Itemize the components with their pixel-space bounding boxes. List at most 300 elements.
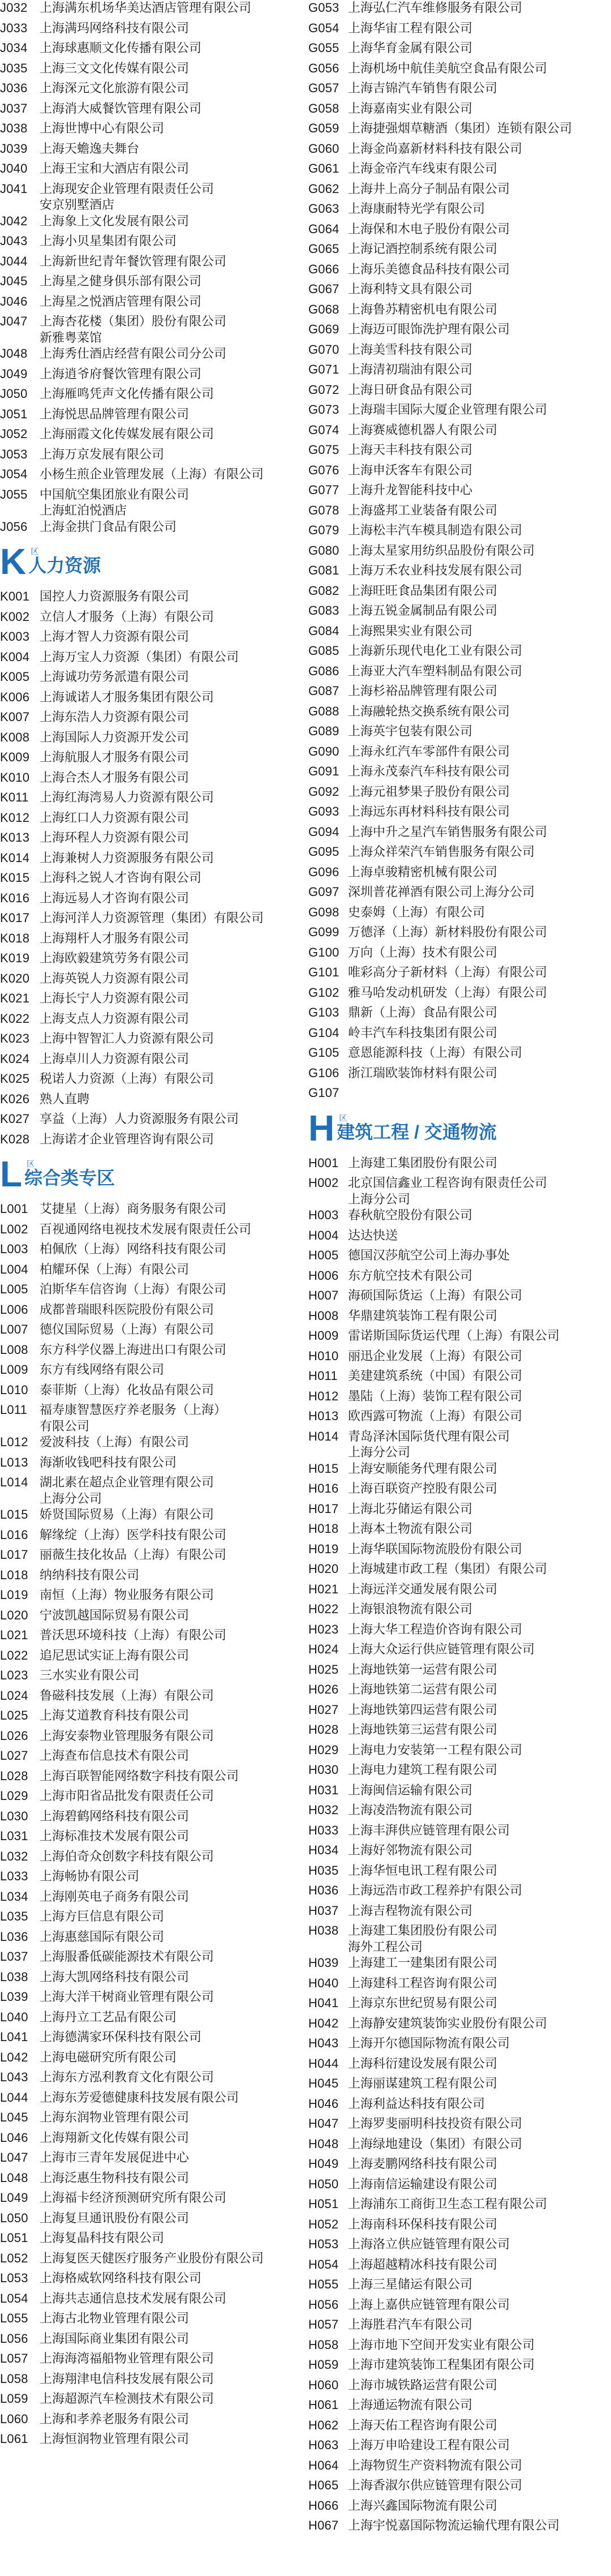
booth-code: J054 <box>0 467 28 481</box>
list-item <box>308 1368 603 1388</box>
booth-code: G088 <box>308 704 339 718</box>
company-name: 上海满玛网络科技有限公司 <box>40 20 190 35</box>
company-name: 上海嘉南实业有限公司 <box>348 101 473 115</box>
list-item <box>0 366 294 387</box>
company-name: 上海东方泓利教育文化有限公司 <box>40 2070 214 2084</box>
booth-code: G083 <box>308 603 339 618</box>
booth-code: H025 <box>308 1662 339 1677</box>
booth-code: G099 <box>308 925 339 939</box>
company-name: 上海球惠顺文化传播有限公司 <box>40 41 202 55</box>
booth-code: G064 <box>308 221 339 236</box>
list-item <box>308 1581 603 1602</box>
list-item <box>0 2411 294 2432</box>
company-name: 雅马哈发动机研发（上海）有限公司 <box>348 985 548 1000</box>
list-item <box>308 603 603 623</box>
company-name: 上海胜君汽车有限公司 <box>348 2317 473 2331</box>
booth-code: K025 <box>0 1071 30 1086</box>
company-name: 上海电力安装第一工程有限公司 <box>348 1742 523 1757</box>
company-name: 上海标准技术发展有限公司 <box>40 1829 190 1843</box>
list-item <box>308 563 603 583</box>
company-name: 上海华联国际物流股份有限公司 <box>348 1541 523 1556</box>
company-name: 上海诺才企业管理咨询有限公司 <box>40 1131 214 1146</box>
list-item <box>0 2150 294 2170</box>
list-item <box>0 466 294 487</box>
list-item <box>308 1722 603 1742</box>
company-name: 上海格威软网络科技有限公司 <box>40 2271 202 2285</box>
booth-code: H062 <box>308 2418 339 2432</box>
booth-code: K020 <box>0 971 30 985</box>
section-title: 人力资源 <box>28 555 101 576</box>
booth-code: L018 <box>0 1567 28 1582</box>
booth-code: J036 <box>0 81 28 95</box>
company-name: 上海电力建筑工程有限公司 <box>348 1763 498 1777</box>
booth-code: G073 <box>308 402 339 417</box>
company-name: 青岛泽沐国际货代理有限公司 上海分公司 <box>348 1429 510 1459</box>
company-name: 上海城建市政工程（集团）有限公司 <box>348 1562 548 1576</box>
booth-code: G054 <box>308 20 339 35</box>
booth-code: K028 <box>0 1131 30 1146</box>
company-name: 上海雁鸣凭声文化传播有限公司 <box>40 387 214 401</box>
company-name: 上海三文文化传媒有限公司 <box>40 61 190 75</box>
list-item <box>0 1969 294 1990</box>
booth-code: L027 <box>0 1748 28 1763</box>
section-label-group <box>337 1114 497 1142</box>
booth-code: H003 <box>308 1208 339 1222</box>
company-name: 上海诚诺人才服务集团有限公司 <box>40 689 214 704</box>
list-item <box>0 950 294 971</box>
company-name: 墨陆（上海）装饰工程有限公司 <box>348 1388 523 1403</box>
company-name: 上海美雪科技有限公司 <box>348 342 473 357</box>
booth-code: G075 <box>308 443 339 457</box>
list-item <box>0 406 294 427</box>
list-item <box>0 2009 294 2030</box>
booth-code: L056 <box>0 2331 28 2346</box>
company-name: 上海复医天健医疗服务产业股份有限公司 <box>40 2251 264 2265</box>
company-name: 上海秀仕酒店经营有限公司分公司 <box>40 346 227 361</box>
list-item <box>0 2029 294 2050</box>
list-item <box>0 629 294 649</box>
list-item <box>0 2270 294 2291</box>
list-item <box>0 2230 294 2251</box>
company-name: 上海天蟾逸夫舞台 <box>40 141 140 156</box>
booth-code: H066 <box>308 2498 339 2513</box>
company-name: 上海市城铁路运营有限公司 <box>348 2377 498 2392</box>
company-name: 上海万宝人力资源（集团）有限公司 <box>40 649 239 664</box>
company-name: 上海百联智能网络数字科技有限公司 <box>40 1768 239 1783</box>
list-item <box>0 1455 294 1475</box>
list-item <box>0 931 294 951</box>
company-name: 上海百联资产控股有限公司 <box>348 1481 498 1495</box>
list-item <box>308 2035 603 2056</box>
company-name: 上海金尚嘉新材料科技有限公司 <box>348 141 523 156</box>
list-item <box>0 1949 294 1969</box>
company-name: 上海杉裕品牌管理有限公司 <box>348 684 498 698</box>
company-name: 柏耀环保（上海）有限公司 <box>40 1262 190 1276</box>
booth-code: G071 <box>308 362 339 376</box>
company-name: 中国航空集团旅业有限公司 上海虹泊悦酒店 <box>40 487 190 517</box>
company-name: 上海静安建筑装饰实业股份有限公司 <box>348 2016 548 2030</box>
list-item <box>0 1342 294 1362</box>
booth-code: L035 <box>0 1909 28 1923</box>
list-item <box>0 2331 294 2351</box>
company-name: 上海王宝和大酒店有限公司 <box>40 161 190 175</box>
company-name: 上海红海湾易人力资源有限公司 <box>40 790 214 804</box>
company-name: 上海欧毅建筑劳务有限公司 <box>40 951 190 965</box>
company-name: 上海松丰汽车模具制造有限公司 <box>348 523 523 537</box>
list-item <box>0 1768 294 1789</box>
section-label-group <box>24 1160 115 1188</box>
booth-code: H053 <box>308 2237 339 2251</box>
company-name: 上海迈可眼饰洗护理有限公司 <box>348 322 510 336</box>
list-item <box>0 2391 294 2411</box>
list-item <box>308 1408 603 1429</box>
list-item <box>308 141 603 161</box>
company-name: 万向（上海）技术有限公司 <box>348 945 498 959</box>
company-name: 鲁磁科技发展（上海）有限公司 <box>40 1688 214 1703</box>
list-item <box>308 2357 603 2377</box>
booth-code: G074 <box>308 422 339 437</box>
list-item <box>308 2337 603 2358</box>
company-name: 上海星之健身俱乐部有限公司 <box>40 274 202 288</box>
company-name: 百视通网络电视技术发展有限责任公司 <box>40 1221 252 1236</box>
list-item <box>0 1322 294 1342</box>
company-name: 上海吉程物流有限公司 <box>348 1903 473 1918</box>
list-item <box>308 61 603 81</box>
booth-code: H012 <box>308 1388 339 1403</box>
booth-code: L055 <box>0 2311 28 2325</box>
list-item <box>308 1782 603 1803</box>
booth-code: L051 <box>0 2231 28 2245</box>
company-name: 上海麦鹏网络科技有限公司 <box>348 2157 498 2171</box>
list-item <box>308 2176 603 2197</box>
company-name: 上海洛立供应链管理有限公司 <box>348 2237 510 2251</box>
booth-code: G102 <box>308 985 339 1000</box>
list-item <box>0 830 294 850</box>
company-name: 上海建工一建集团有限公司 <box>348 1956 498 1970</box>
booth-code: G090 <box>308 744 339 758</box>
company-name: 上海开尔德国际物流有限公司 <box>348 2036 510 2050</box>
booth-code: L012 <box>0 1435 28 1449</box>
booth-code: L014 <box>0 1475 28 1489</box>
company-name: 上海盛邦工业装备有限公司 <box>348 503 498 517</box>
list-item <box>308 101 603 121</box>
company-name: 泊斯华车信咨询（上海）有限公司 <box>40 1282 227 1296</box>
company-name: 上海翔杆人才服务有限公司 <box>40 931 190 945</box>
booth-code: G105 <box>308 1045 339 1060</box>
list-item <box>308 864 603 885</box>
booth-code: G106 <box>308 1065 339 1080</box>
company-name: 上海三星储运有限公司 <box>348 2277 473 2291</box>
booth-code: J034 <box>0 41 28 55</box>
list-item <box>308 1461 603 1481</box>
booth-code: H009 <box>308 1328 339 1343</box>
company-name: 上海北芬储运有限公司 <box>348 1501 473 1516</box>
booth-code: L023 <box>0 1668 28 1682</box>
booth-code: K012 <box>0 810 30 825</box>
company-name: 上海卓川人力资源有限公司 <box>40 1051 190 1066</box>
booth-code: L043 <box>0 2070 28 2084</box>
booth-code: L045 <box>0 2110 28 2124</box>
list-item <box>308 1328 603 1348</box>
booth-code: K013 <box>0 830 30 845</box>
list-item <box>308 1903 603 1923</box>
section-title: 综合类专区 <box>24 1168 115 1188</box>
list-item <box>0 80 294 101</box>
list-item <box>308 1045 603 1065</box>
company-name: 上海伯奇众创数字科技有限公司 <box>40 1849 214 1863</box>
list-item <box>308 884 603 905</box>
company-name: 上海卓骏精密机械有限公司 <box>348 864 498 879</box>
booth-code: L003 <box>0 1242 28 1256</box>
company-name: 上海逍爷府餐饮管理有限公司 <box>40 366 202 381</box>
company-name: 上海和孝养老服务有限公司 <box>40 2411 190 2426</box>
booth-code: H014 <box>308 1429 339 1443</box>
section-header <box>0 541 294 582</box>
list-item <box>308 1823 603 1843</box>
booth-code: G080 <box>308 543 339 558</box>
company-name: 上海象上文化发展有限公司 <box>40 213 190 228</box>
booth-code: H049 <box>308 2157 339 2171</box>
booth-code: G081 <box>308 563 339 577</box>
booth-code: H029 <box>308 1742 339 1757</box>
list-item <box>308 2236 603 2257</box>
company-name: 上海海湾福船物业管理有限公司 <box>40 2351 214 2365</box>
section-header <box>308 1108 603 1148</box>
booth-code: G107 <box>308 1086 339 1100</box>
booth-code: L020 <box>0 1608 28 1622</box>
list-item <box>0 1708 294 1728</box>
list-item <box>308 2498 603 2518</box>
company-name: 上海中升之星汽车销售服务有限公司 <box>348 824 548 839</box>
company-name: 春秋航空股份有限公司 <box>348 1208 473 1222</box>
list-item <box>0 1051 294 1071</box>
list-item <box>0 910 294 931</box>
booth-code: H032 <box>308 1803 339 1817</box>
list-item <box>0 2311 294 2331</box>
booth-code: L047 <box>0 2150 28 2164</box>
list-item <box>0 669 294 689</box>
list-item <box>0 121 294 141</box>
booth-code: G093 <box>308 804 339 818</box>
company-name: 上海绿地建设（集团）有限公司 <box>348 2136 523 2151</box>
list-item <box>308 1228 603 1248</box>
list-item <box>308 1005 603 1025</box>
booth-code: G062 <box>308 181 339 196</box>
booth-code: K011 <box>0 790 29 804</box>
company-name: 湖北素在超点企业管理有限公司 上海分公司 <box>40 1475 214 1506</box>
company-name: 熟人直聘 <box>40 1091 90 1106</box>
list-item <box>0 386 294 406</box>
company-name: 上海丰湃供应链管理有限公司 <box>348 1823 510 1837</box>
booth-code: H056 <box>308 2297 339 2312</box>
list-item <box>308 1288 603 1308</box>
company-name: 上海复旦通讯股份有限公司 <box>40 2210 190 2225</box>
company-name: 上海长宁人力资源有限公司 <box>40 991 190 1005</box>
booth-code: G077 <box>308 483 339 497</box>
company-name: 上海天佑工程咨询有限公司 <box>348 2418 498 2432</box>
company-name: 三水实业有限公司 <box>40 1668 140 1682</box>
booth-code: L008 <box>0 1342 28 1357</box>
company-name: 上海服番低碳能源技术有限公司 <box>40 1949 214 1964</box>
booth-code: L042 <box>0 2050 28 2064</box>
company-name: 上海福卡经济预测研究所有限公司 <box>40 2191 227 2205</box>
booth-code: G070 <box>308 342 339 357</box>
list-item <box>0 971 294 991</box>
list-item <box>0 1828 294 1849</box>
booth-code: L019 <box>0 1588 28 1602</box>
company-name: 上海地铁第二运营有限公司 <box>348 1682 498 1696</box>
company-name: 上海东润物业管理有限公司 <box>40 2110 190 2124</box>
booth-code: J037 <box>0 101 28 115</box>
booth-code: H052 <box>308 2217 339 2231</box>
company-name: 纳纳科技有限公司 <box>40 1567 140 1582</box>
booth-code: G058 <box>308 101 339 115</box>
company-name: 上海瑞丰国际大厦企业管理有限公司 <box>348 402 548 417</box>
booth-code: L037 <box>0 1949 28 1964</box>
company-name: 上海物贸生产资料物流有限公司 <box>348 2458 523 2472</box>
company-name: 上海元祖梦果子股份有限公司 <box>348 784 510 799</box>
company-name: 上海升龙智能科技中心 <box>348 483 473 497</box>
booth-code: K005 <box>0 670 30 684</box>
booth-code: G101 <box>308 965 339 979</box>
company-name: 上海弘仁汽车维修服务有限公司 <box>348 1 523 15</box>
booth-code: G059 <box>308 121 339 135</box>
list-item <box>308 824 603 845</box>
booth-code: G056 <box>308 61 339 75</box>
booth-code: H034 <box>308 1843 339 1857</box>
company-name: 上海亚大汽车塑料制品有限公司 <box>348 663 523 678</box>
company-name: 上海好邻物流有限公司 <box>348 1843 473 1857</box>
booth-code: H059 <box>308 2358 339 2372</box>
list-item <box>0 890 294 911</box>
company-name: 上海电磁研究所有限公司 <box>40 2050 177 2064</box>
list-item <box>308 784 603 804</box>
list-item <box>308 1308 603 1328</box>
company-name: 上海本土物流有限公司 <box>348 1521 473 1536</box>
company-name: 上海刚英电子商务有限公司 <box>40 1889 190 1904</box>
list-item <box>308 704 603 724</box>
booth-code: K014 <box>0 850 30 865</box>
booth-code: H005 <box>308 1248 339 1262</box>
list-item <box>0 294 294 314</box>
booth-code: H018 <box>308 1521 339 1536</box>
booth-code: L044 <box>0 2090 28 2104</box>
list-item <box>308 442 603 462</box>
company-name: 上海丽谋建筑工程有限公司 <box>348 2076 498 2090</box>
list-item <box>0 1131 294 1152</box>
booth-code: H022 <box>308 1602 339 1616</box>
list-item <box>0 0 294 20</box>
booth-code: H002 <box>308 1176 339 1190</box>
list-item <box>0 2110 294 2130</box>
company-name: 上海地铁第一运营有限公司 <box>348 1662 498 1677</box>
company-name: 上海大众运行供应链管理有限公司 <box>348 1642 535 1656</box>
booth-code: H045 <box>308 2076 339 2090</box>
booth-code: H013 <box>308 1409 339 1423</box>
list-item <box>308 1975 603 1996</box>
company-name: 上海惠慈国际有限公司 <box>40 1929 165 1944</box>
company-name: 上海金帝汽车线束有限公司 <box>348 161 498 175</box>
company-name: 丽薇生技化妆品（上海）有限公司 <box>40 1548 227 1562</box>
booth-code: L041 <box>0 2030 28 2044</box>
company-name: 上海市阳省品批发有限责任公司 <box>40 1789 214 1803</box>
booth-code: L031 <box>0 1829 28 1843</box>
booth-code: J043 <box>0 234 28 248</box>
list-item <box>0 1728 294 1748</box>
booth-code: L025 <box>0 1708 28 1722</box>
booth-code: H054 <box>308 2257 339 2271</box>
list-item <box>308 804 603 824</box>
company-name: 上海超源汽车检测技术有限公司 <box>40 2391 214 2406</box>
list-item <box>0 1281 294 1302</box>
list-item <box>0 1262 294 1282</box>
company-name: 岭丰汽车科技集团有限公司 <box>348 1025 498 1040</box>
company-name: 上海南科环保科技有限公司 <box>348 2217 498 2231</box>
list-item <box>0 770 294 790</box>
booth-code: G066 <box>308 262 339 276</box>
booth-code: L010 <box>0 1382 28 1397</box>
company-name: 上海旺旺食品集团有限公司 <box>348 583 498 598</box>
list-item <box>308 1388 603 1409</box>
list-item <box>0 1567 294 1588</box>
company-name: 上海世博中心有限公司 <box>40 121 165 135</box>
company-name: 上海上嘉供应链管理有限公司 <box>348 2297 510 2312</box>
list-item <box>308 2016 603 2036</box>
company-name: 上海融轮热交换系统有限公司 <box>348 704 510 718</box>
booth-code: G053 <box>308 1 339 15</box>
company-name: 上海南信运输建设有限公司 <box>348 2176 498 2191</box>
booth-code: G069 <box>308 322 339 336</box>
booth-code: G086 <box>308 663 339 678</box>
list-item <box>308 1248 603 1268</box>
list-item <box>308 362 603 382</box>
booth-code: G091 <box>308 764 339 778</box>
list-item <box>308 2518 603 2538</box>
list-item <box>308 2257 603 2277</box>
list-item <box>308 543 603 563</box>
list-item <box>0 1111 294 1131</box>
booth-code: H063 <box>308 2438 339 2452</box>
list-item <box>308 342 603 362</box>
list-item <box>0 2351 294 2371</box>
booth-code: G063 <box>308 202 339 216</box>
list-item <box>308 522 603 543</box>
company-name: 上海大洋干树商业管理有限公司 <box>40 1990 214 2004</box>
list-item <box>308 643 603 663</box>
booth-code: K015 <box>0 871 30 885</box>
company-name: 丽迅企业发展（上海）有限公司 <box>348 1348 523 1363</box>
company-name: 德国汉莎航空公司上海办事处 <box>348 1248 510 1262</box>
company-name: 上海丽霞文化传媒发展有限公司 <box>40 427 214 441</box>
booth-code: K008 <box>0 730 30 744</box>
list-item <box>0 61 294 81</box>
booth-code: H030 <box>308 1763 339 1777</box>
list-item <box>0 2251 294 2271</box>
list-item <box>0 1929 294 1949</box>
list-item <box>308 40 603 61</box>
booth-code: J044 <box>0 254 28 268</box>
list-item <box>0 1688 294 1708</box>
section-letter: H <box>308 1107 335 1148</box>
booth-code: J039 <box>0 141 28 156</box>
list-item <box>308 2478 603 2498</box>
booth-code: H064 <box>308 2458 339 2472</box>
company-name: 上海保和木电子股份有限公司 <box>348 221 510 236</box>
booth-code: J032 <box>0 1 28 15</box>
company-name: 成都普瑞眼科医院股份有限公司 <box>40 1302 214 1317</box>
company-name: 上海记酒控制系统有限公司 <box>348 242 498 256</box>
booth-code: H038 <box>308 1923 339 1938</box>
